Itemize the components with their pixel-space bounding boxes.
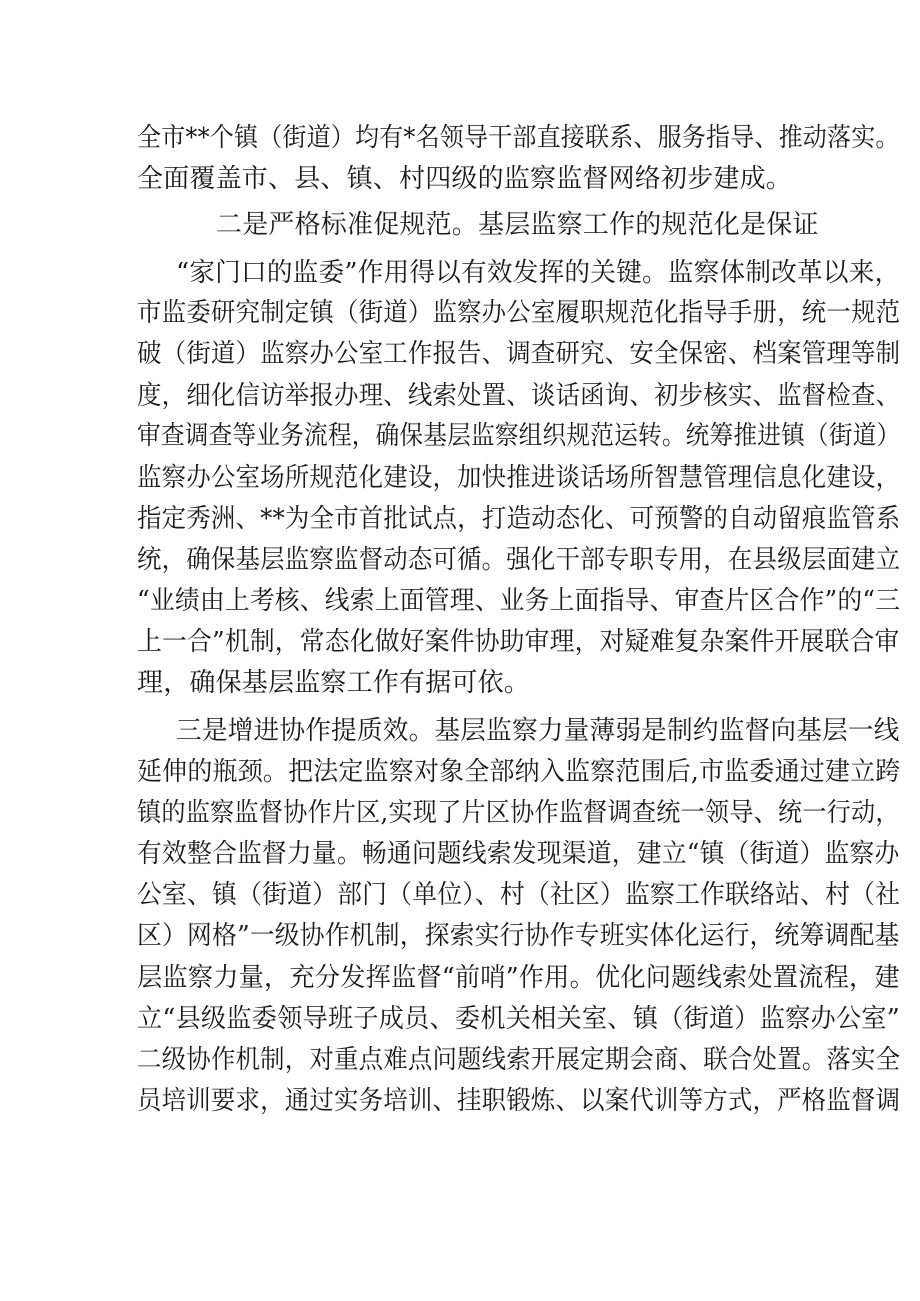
text-line: 员培训要求，通过实务培训、挂职锻炼、以案代训等方式，严格监督调 [137, 1086, 901, 1116]
text-line: 指定秀洲、**为全市首批试点，打造动态化、可预警的自动留痕监管系 [137, 504, 901, 534]
text-line: 三是增进协作提质效。基层监察力量薄弱是制约监督向基层一线 [176, 716, 900, 746]
text-line: 延伸的瓶颈。把法定监察对象全部纳入监察范围后,市监委通过建立跨 [137, 757, 901, 787]
text-line: 监察办公室场所规范化建设，加快推进谈话场所智慧管理信息化建设， [137, 463, 901, 493]
text-line: “业绩由上考核、线索上面管理、业务上面指导、审查片区合作”的“三 [137, 586, 901, 616]
text-line: “家门口的监委”作用得以有效发挥的关键。监察体制改革以来， [176, 258, 901, 288]
text-line: 镇的监察监督协作片区,实现了片区协作监督调查统一领导、统一行动， [137, 798, 900, 828]
text-line: 全市**个镇（街道）均有*名领导干部直接联系、服务指导、推动落实。 [137, 123, 900, 153]
text-line: 理，确保基层监察工作有据可依。 [137, 668, 531, 698]
text-line: 二级协作机制，对重点难点问题线索开展定期会商、联合处置。落实全 [137, 1045, 901, 1075]
text-line: 全面覆盖市、县、镇、村四级的监察监督网络初步建成。 [137, 164, 793, 194]
text-line: 立“县级监委领导班子成员、委机关相关室、镇（街道）监察办公室” [137, 1004, 900, 1034]
text-line: 度，细化信访举报办理、线索处置、谈话函询、初步核实、监督检查、 [137, 381, 901, 411]
text-line: 层监察力量，充分发挥监督“前哨”作用。优化问题线索处置流程，建 [137, 963, 900, 993]
text-line: 有效整合监督力量。畅通问题线索发现渠道，建立“镇（街道）监察办 [137, 839, 900, 869]
text-line: 统，确保基层监察监督动态可循。强化干部专职专用，在县级层面建立 [137, 545, 901, 575]
text-line: 二是严格标准促规范。基层监察工作的规范化是保证 [216, 210, 819, 240]
text-line: 破（街道）监察办公室工作报告、调查研究、安全保密、档案管理等制 [137, 339, 901, 369]
text-line: 上一合”机制，常态化做好案件协助审理，对疑难复杂案件开展联合审 [137, 627, 900, 657]
text-line: 审查调查等业务流程，确保基层监察组织规范运转。统筹推进镇（街道） [137, 421, 901, 451]
text-line: 公室、镇（街道）部门（单位）、村（社区）监察工作联络站、村（社 [137, 880, 901, 910]
text-line: 区）网格”一级协作机制，探索实行协作专班实体化运行，统筹调配基 [137, 921, 900, 951]
text-line: 市监委研究制定镇（街道）监察办公室履职规范化指导手册，统一规范 [137, 298, 901, 328]
